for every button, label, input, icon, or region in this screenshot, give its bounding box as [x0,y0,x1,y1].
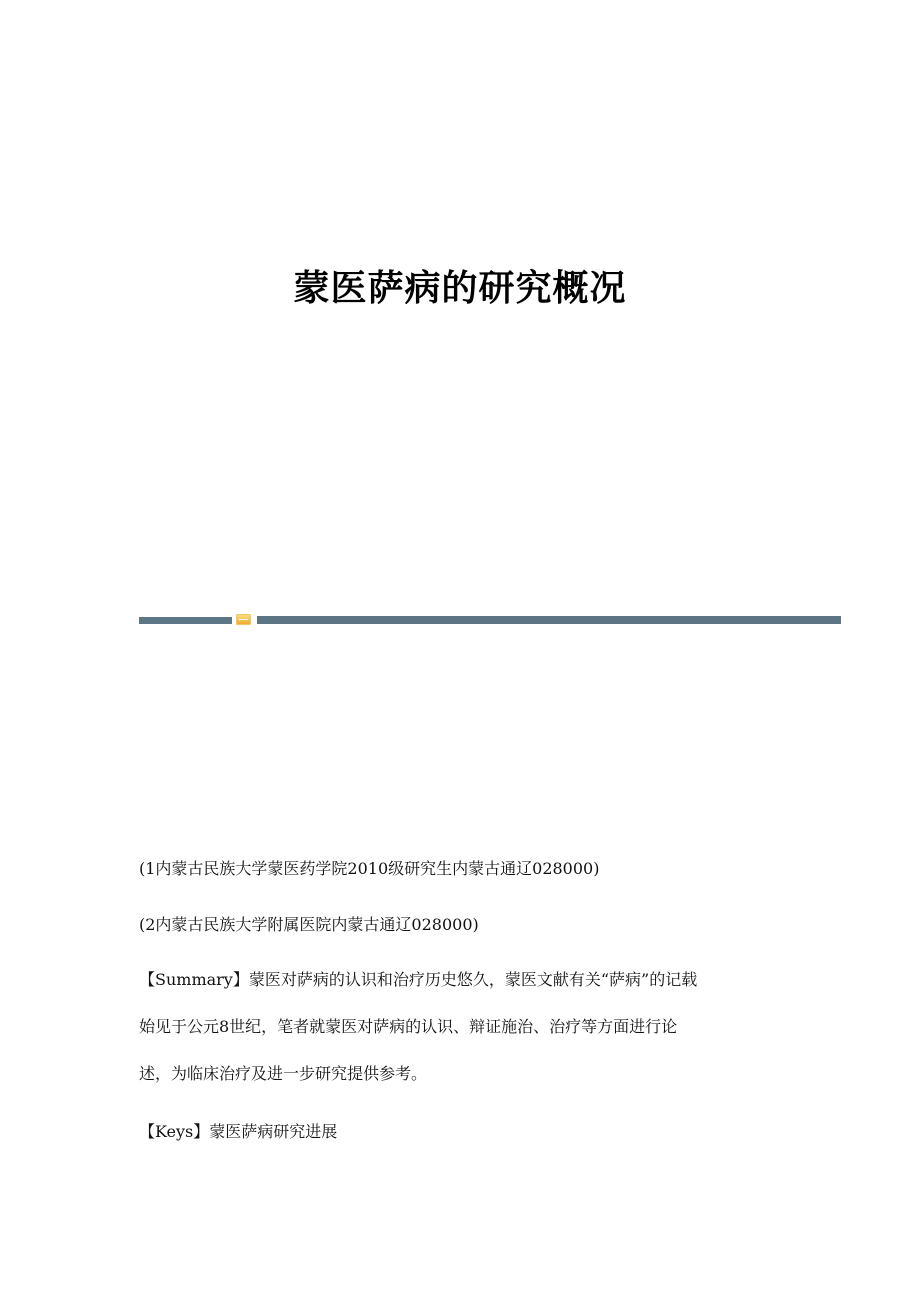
divider-bar-right [257,616,841,624]
summary-paragraph [139,968,784,1109]
summary-line: 始见于公元8世纪，笔者就蒙医对萨病的认识、辩证施治、治疗等方面进行论 [139,1017,678,1036]
keywords: 【Keys】蒙医萨病研究进展 [139,1122,338,1141]
summary-line: 【Summary】蒙医对萨病的认识和治疗历史悠久，蒙医文献有关“萨病”的记载 [139,970,698,989]
affiliation-2: (2内蒙古民族大学附属医院内蒙古通辽028000) [139,915,479,934]
summary-line: 述，为临床治疗及进一步研究提供参考。 [139,1064,428,1083]
divider-ornament-icon [236,614,251,625]
title-divider [139,614,841,626]
affiliation-1: (1内蒙古民族大学蒙医药学院2010级研究生内蒙古通辽028000) [139,859,600,878]
document-title: 蒙医萨病的研究概况 [293,267,627,309]
divider-bar-left [139,617,232,624]
